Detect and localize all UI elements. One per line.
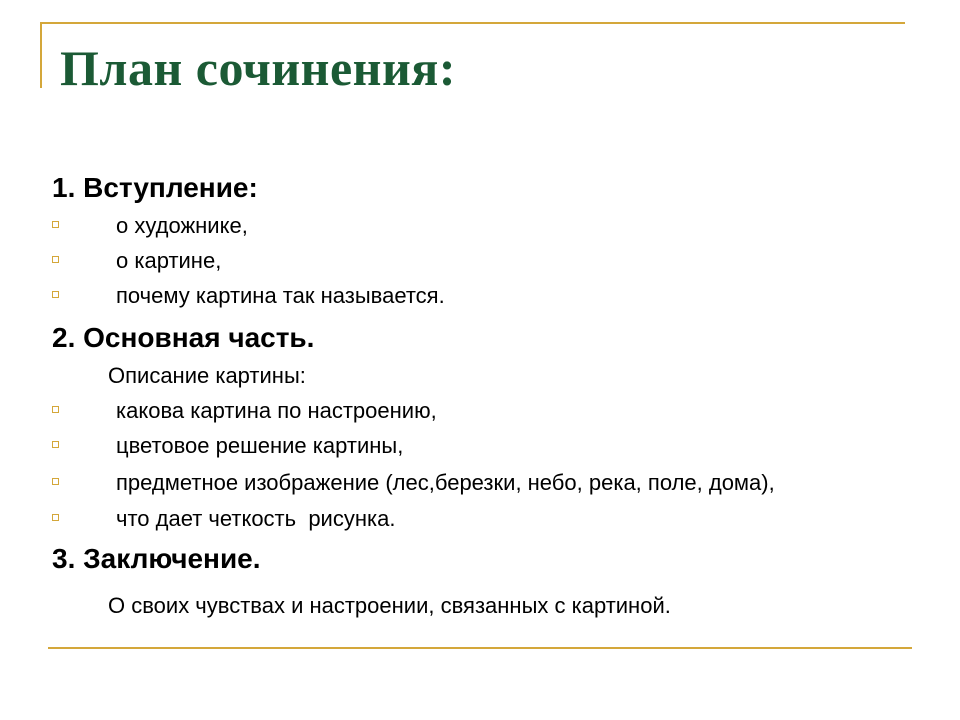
- list-item-text: почему картина так называется.: [116, 283, 445, 308]
- section-heading-intro: 1. Вступление:: [52, 172, 258, 203]
- list-item: [52, 504, 932, 534]
- section-heading-main: 2. Основная часть.: [52, 322, 315, 353]
- list-item-text: предметное изображение (лес,березки, небо, река, поле, дома),: [116, 470, 775, 495]
- list-item: [52, 211, 932, 241]
- list-item: [52, 396, 932, 426]
- frame-top-line: [40, 22, 905, 24]
- list-item-text: о художнике,: [116, 213, 248, 238]
- conclusion-text: О своих чувствах и настроении, связанных с картиной.: [108, 593, 671, 618]
- square-bullet-icon: [52, 221, 59, 228]
- list-item: [52, 431, 932, 461]
- square-bullet-icon: [52, 441, 59, 448]
- list-item: [52, 246, 932, 276]
- square-bullet-icon: [52, 478, 59, 485]
- list-item-text: цветовое решение картины,: [116, 433, 404, 458]
- square-bullet-icon: [52, 256, 59, 263]
- list-item-text: какова картина по настроению,: [116, 398, 437, 423]
- section-heading-conclusion: 3. Заключение.: [52, 543, 261, 574]
- list-item: [52, 468, 932, 498]
- list-item: [52, 281, 932, 311]
- frame-left-line: [40, 22, 42, 88]
- slide-title: План сочинения:: [60, 40, 456, 96]
- square-bullet-icon: [52, 291, 59, 298]
- frame-bottom-line: [48, 647, 912, 649]
- square-bullet-icon: [52, 406, 59, 413]
- list-item-text: что дает четкость рисунка.: [116, 506, 396, 531]
- square-bullet-icon: [52, 514, 59, 521]
- main-subheading: Описание картины:: [108, 363, 306, 388]
- list-item-text: о картине,: [116, 248, 222, 273]
